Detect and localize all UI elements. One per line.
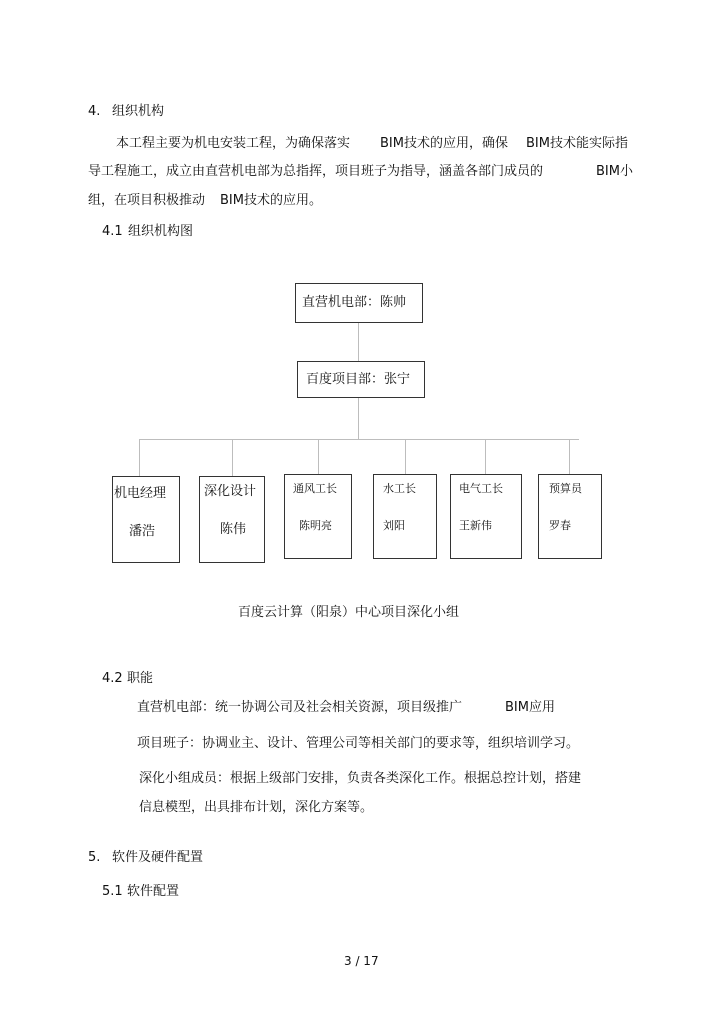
subsection-4-2-number: 4.2 (102, 671, 123, 686)
role-name: 潘浩 (129, 524, 156, 539)
org-node-role-3 (284, 474, 352, 559)
org-node-role-2 (199, 476, 265, 563)
subsection-4-1-number: 4.1 (102, 224, 123, 239)
subsection-4-1-title: 组织机构图 (128, 224, 194, 239)
org-chart-caption: 百度云计算（阳泉）中心项目深化小组 (238, 605, 460, 620)
org-node-role-1 (112, 476, 180, 563)
role-name: 刘阳 (383, 519, 405, 532)
org-node-mid (297, 361, 425, 398)
connector-drop-5 (485, 439, 486, 474)
connector-mid-bus (358, 397, 359, 439)
para-line1-a: 本工程主要为机电安装工程，为确保落实 (116, 136, 351, 151)
para-line2-b: BIM小 (596, 164, 633, 179)
section-4-title: 组织机构 (112, 104, 165, 119)
duty-item-2: 项目班子：协调业主、设计、管理公司等相关部门的要求等，组织培训学习。 (137, 736, 580, 751)
role-title: 通风工长 (293, 482, 337, 495)
org-node-mid-label: 百度项目部：张宁 (306, 372, 411, 387)
section-5-number: 5. (88, 850, 101, 865)
para-line3-a: 组，在项目积极推动 (88, 193, 206, 208)
para-line3-b: BIM技术的应用。 (220, 193, 322, 208)
org-node-top (295, 283, 423, 323)
connector-drop-3 (318, 439, 319, 474)
role-title: 电气工长 (459, 482, 503, 495)
org-node-role-6 (538, 474, 602, 559)
subsection-5-1-title: 软件配置 (127, 884, 180, 899)
para-line1-b: BIM技术的应用，确保 (380, 136, 508, 151)
duty-item-1-b: BIM应用 (505, 700, 555, 715)
duty-item-3-line1: 深化小组成员：根据上级部门安排，负责各类深化工作。根据总控计划，搭建 (139, 771, 582, 786)
connector-bus (139, 439, 579, 440)
section-5-title: 软件及硬件配置 (112, 850, 204, 865)
connector-drop-1 (139, 439, 140, 476)
connector-drop-6 (569, 439, 570, 474)
subsection-5-1-number: 5.1 (102, 884, 123, 899)
connector-drop-4 (405, 439, 406, 474)
role-name: 陈明亮 (299, 519, 332, 532)
org-node-role-4 (373, 474, 437, 559)
role-title: 机电经理 (114, 486, 167, 501)
role-name: 王新伟 (459, 519, 492, 532)
org-node-role-5 (450, 474, 522, 559)
page-number: 3 / 17 (344, 954, 379, 968)
duty-item-3-line2: 信息模型，出具排布计划，深化方案等。 (139, 800, 374, 815)
role-title: 水工长 (383, 482, 416, 495)
role-name: 陈伟 (220, 522, 247, 537)
duty-item-1-a: 直营机电部：统一协调公司及社会相关资源，项目级推广 (137, 700, 463, 715)
role-title: 深化设计 (204, 484, 257, 499)
subsection-4-2-title: 职能 (127, 671, 154, 686)
para-line2-a: 导工程施工，成立由直营机电部为总指挥，项目班子为指导，涵盖各部门成员的 (88, 164, 544, 179)
org-node-top-label: 直营机电部：陈帅 (302, 295, 407, 310)
role-title: 预算员 (549, 482, 582, 495)
connector-top-mid (358, 322, 359, 362)
connector-drop-2 (232, 439, 233, 476)
section-4-number: 4. (88, 104, 101, 119)
para-line1-c: BIM技术能实际指 (526, 136, 628, 151)
role-name: 罗春 (549, 519, 571, 532)
